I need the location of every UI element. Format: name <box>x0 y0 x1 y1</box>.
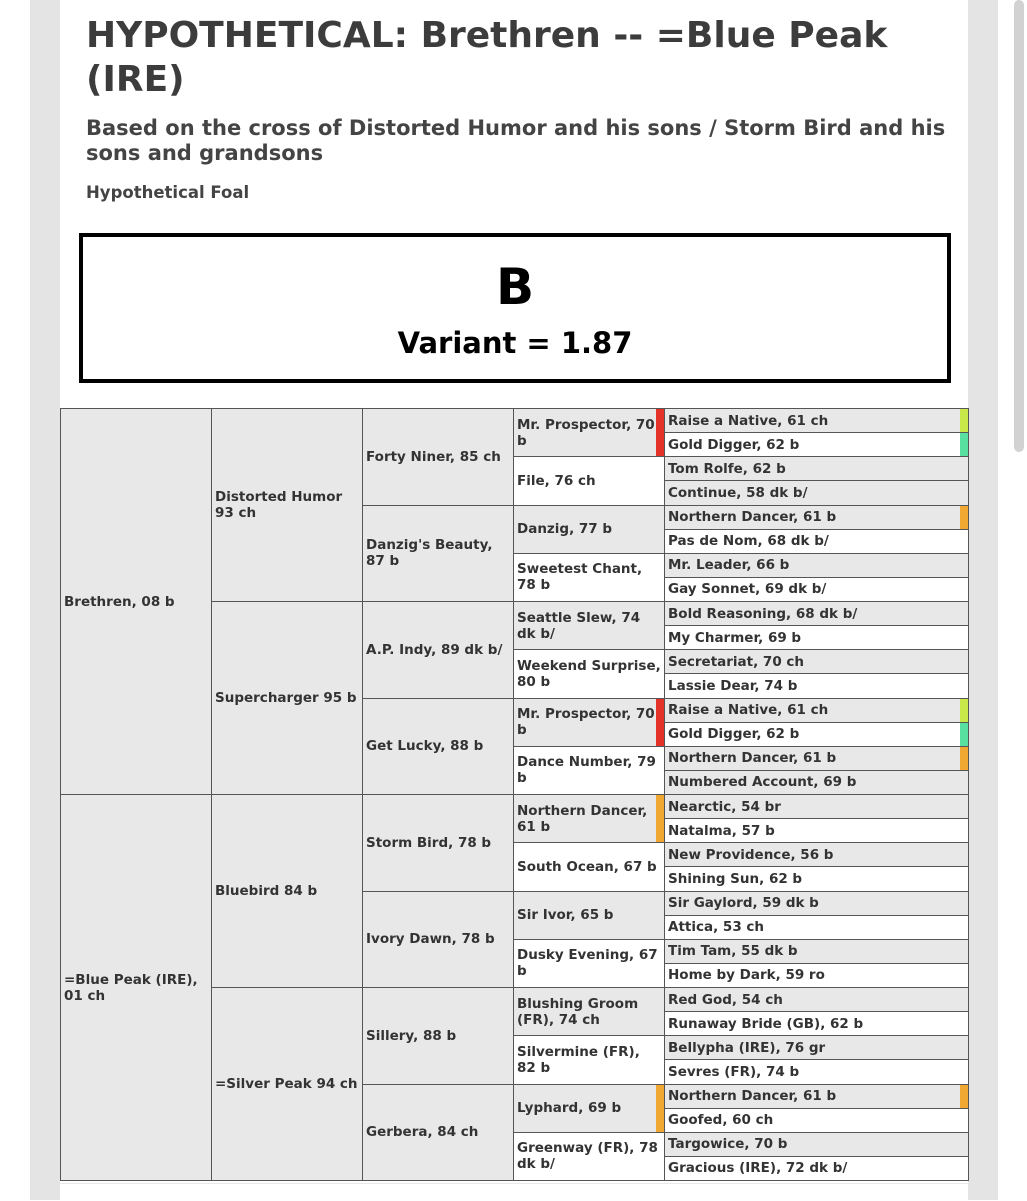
scrollbar[interactable] <box>1014 0 1024 452</box>
left-gutter <box>30 0 60 1200</box>
foal-label: Hypothetical Foal <box>86 183 250 202</box>
pedigree-g4-ancestor[interactable]: Secretariat, 70 ch <box>664 649 969 674</box>
pedigree-table <box>60 408 968 1180</box>
bottom-rule <box>60 1183 968 1201</box>
pedigree-g4-ancestor[interactable]: Raise a Native, 61 ch <box>664 698 969 723</box>
inbreeding-marker-orange <box>960 747 968 770</box>
pedigree-g4-ancestor[interactable]: Bellypha (IRE), 76 gr <box>664 1035 969 1060</box>
pedigree-g4-ancestor[interactable]: Targowice, 70 b <box>664 1132 969 1157</box>
pedigree-grandparent[interactable]: =Silver Peak 94 ch <box>211 987 363 1181</box>
pedigree-g4-ancestor[interactable]: Shining Sun, 62 b <box>664 866 969 891</box>
inbreeding-marker-orange <box>656 1085 664 1132</box>
pedigree-g3-ancestor[interactable]: Mr. Prospector, 70 b <box>513 698 665 747</box>
pedigree-g4-ancestor[interactable]: Continue, 58 dk b/ <box>664 480 969 505</box>
inbreeding-marker-red <box>656 409 664 456</box>
inbreeding-marker-mint <box>960 433 968 456</box>
pedigree-g4-ancestor[interactable]: Attica, 53 ch <box>664 915 969 940</box>
pedigree-great-grandparent[interactable]: Storm Bird, 78 b <box>362 794 514 892</box>
pedigree-g3-ancestor[interactable]: Dance Number, 79 b <box>513 746 665 795</box>
pedigree-grandparent[interactable]: Bluebird 84 b <box>211 794 363 988</box>
pedigree-great-grandparent[interactable]: Ivory Dawn, 78 b <box>362 891 514 989</box>
pedigree-g4-ancestor[interactable]: Goofed, 60 ch <box>664 1108 969 1133</box>
page-content <box>60 0 968 1200</box>
pedigree-g4-ancestor[interactable]: Gracious (IRE), 72 dk b/ <box>664 1156 969 1181</box>
pedigree-great-grandparent[interactable]: Forty Niner, 85 ch <box>362 408 514 506</box>
pedigree-g4-ancestor[interactable]: Raise a Native, 61 ch <box>664 408 969 433</box>
pedigree-g3-ancestor[interactable]: Danzig, 77 b <box>513 505 665 554</box>
pedigree-g4-ancestor[interactable]: Home by Dark, 59 ro <box>664 963 969 988</box>
pedigree-g4-ancestor[interactable]: Northern Dancer, 61 b <box>664 1084 969 1109</box>
pedigree-g4-ancestor[interactable]: Tim Tam, 55 dk b <box>664 939 969 964</box>
right-gutter <box>968 0 998 1200</box>
pedigree-g4-ancestor[interactable]: Gold Digger, 62 b <box>664 722 969 747</box>
pedigree-g3-ancestor[interactable]: Northern Dancer, 61 b <box>513 794 665 843</box>
variant-value: Variant = 1.87 <box>397 326 633 360</box>
pedigree-g3-ancestor[interactable]: Greenway (FR), 78 dk b/ <box>513 1132 665 1181</box>
pedigree-g3-ancestor[interactable]: Mr. Prospector, 70 b <box>513 408 665 457</box>
inbreeding-marker-orange <box>960 506 968 529</box>
pedigree-g3-ancestor[interactable]: South Ocean, 67 b <box>513 842 665 891</box>
pedigree-g3-ancestor[interactable]: Seattle Slew, 74 dk b/ <box>513 601 665 650</box>
inbreeding-marker-orange <box>960 1085 968 1108</box>
pedigree-g4-ancestor[interactable]: Gold Digger, 62 b <box>664 432 969 457</box>
inbreeding-marker-mint <box>960 723 968 746</box>
page-title: HYPOTHETICAL: Brethren -- =Blue Peak (IRE) <box>86 15 888 100</box>
pedigree-g4-ancestor[interactable]: My Charmer, 69 b <box>664 625 969 650</box>
pedigree-g3-ancestor[interactable]: Dusky Evening, 67 b <box>513 939 665 988</box>
pedigree-g4-ancestor[interactable]: Nearctic, 54 br <box>664 794 969 819</box>
pedigree-g3-ancestor[interactable]: Lyphard, 69 b <box>513 1084 665 1133</box>
pedigree-g3-ancestor[interactable]: File, 76 ch <box>513 456 665 505</box>
pedigree-g3-ancestor[interactable]: Weekend Surprise, 80 b <box>513 649 665 698</box>
inbreeding-marker-red <box>656 699 664 746</box>
pedigree-g4-ancestor[interactable]: Runaway Bride (GB), 62 b <box>664 1011 969 1036</box>
pedigree-g4-ancestor[interactable]: Tom Rolfe, 62 b <box>664 456 969 481</box>
page-subtitle: Based on the cross of Distorted Humor and his sons / Storm Bird and his sons and grandsons <box>86 116 946 165</box>
pedigree-sire-dam[interactable]: Brethren, 08 b <box>60 408 212 795</box>
pedigree-g4-ancestor[interactable]: Lassie Dear, 74 b <box>664 673 969 698</box>
pedigree-g4-ancestor[interactable]: Numbered Account, 69 b <box>664 770 969 795</box>
pedigree-g4-ancestor[interactable]: Northern Dancer, 61 b <box>664 505 969 530</box>
pedigree-g3-ancestor[interactable]: Sweetest Chant, 78 b <box>513 553 665 602</box>
pedigree-great-grandparent[interactable]: Get Lucky, 88 b <box>362 698 514 796</box>
pedigree-g3-ancestor[interactable]: Silvermine (FR), 82 b <box>513 1035 665 1084</box>
pedigree-g4-ancestor[interactable]: Gay Sonnet, 69 dk b/ <box>664 577 969 602</box>
pedigree-g4-ancestor[interactable]: Pas de Nom, 68 dk b/ <box>664 529 969 554</box>
pedigree-grandparent[interactable]: Supercharger 95 b <box>211 601 363 795</box>
pedigree-g3-ancestor[interactable]: Blushing Groom (FR), 74 ch <box>513 987 665 1036</box>
pedigree-g4-ancestor[interactable]: Sir Gaylord, 59 dk b <box>664 891 969 916</box>
pedigree-g4-ancestor[interactable]: Natalma, 57 b <box>664 818 969 843</box>
inbreeding-marker-orange <box>656 795 664 842</box>
rating-box <box>79 233 951 383</box>
pedigree-grandparent[interactable]: Distorted Humor 93 ch <box>211 408 363 602</box>
pedigree-great-grandparent[interactable]: A.P. Indy, 89 dk b/ <box>362 601 514 699</box>
pedigree-sire-dam[interactable]: =Blue Peak (IRE), 01 ch <box>60 794 212 1181</box>
inbreeding-marker-lime <box>960 409 968 432</box>
pedigree-great-grandparent[interactable]: Sillery, 88 b <box>362 987 514 1085</box>
pedigree-g3-ancestor[interactable]: Sir Ivor, 65 b <box>513 891 665 940</box>
pedigree-g4-ancestor[interactable]: Bold Reasoning, 68 dk b/ <box>664 601 969 626</box>
pedigree-g4-ancestor[interactable]: New Providence, 56 b <box>664 842 969 867</box>
pedigree-great-grandparent[interactable]: Gerbera, 84 ch <box>362 1084 514 1182</box>
grade-value: B <box>495 258 535 316</box>
inbreeding-marker-lime <box>960 699 968 722</box>
pedigree-g4-ancestor[interactable]: Northern Dancer, 61 b <box>664 746 969 771</box>
pedigree-g4-ancestor[interactable]: Red God, 54 ch <box>664 987 969 1012</box>
pedigree-g4-ancestor[interactable]: Mr. Leader, 66 b <box>664 553 969 578</box>
pedigree-great-grandparent[interactable]: Danzig's Beauty, 87 b <box>362 505 514 603</box>
pedigree-g4-ancestor[interactable]: Sevres (FR), 74 b <box>664 1059 969 1084</box>
